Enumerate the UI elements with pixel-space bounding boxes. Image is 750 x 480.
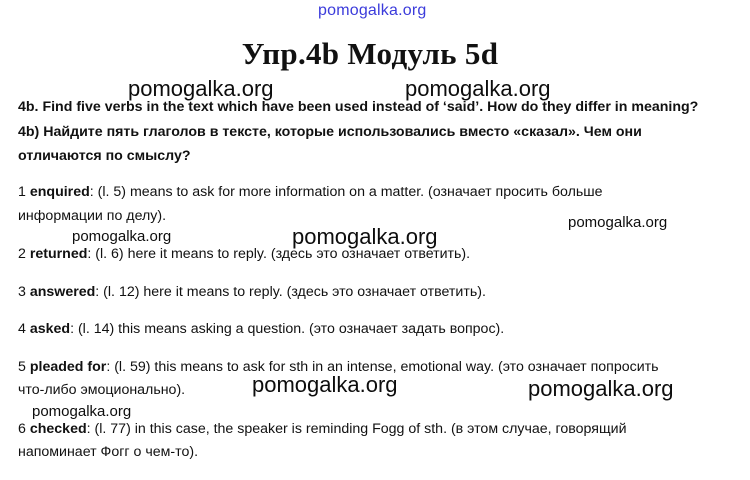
watermark-top: pomogalka.org [318, 2, 427, 19]
answer-text: : (l. 5) means to ask for more information on a matter. (означает просить больше [89, 184, 603, 200]
task-en: 4b. Find five verbs in the text which have been used instead of ‘said’. How do they differ in meaning? [18, 99, 699, 115]
answer-number: 2 [18, 246, 26, 262]
answer-1-line2: информации по делу). [18, 208, 167, 224]
answer-2 [18, 246, 470, 262]
answer-verb: returned [29, 246, 88, 262]
watermark: pomogalka.org [128, 76, 274, 101]
answer-verb: pleaded for [29, 359, 107, 375]
answer-verb: asked [29, 321, 71, 337]
watermark: pomogalka.org [72, 228, 172, 245]
answer-5-line2: что-либо эмоционально). [18, 382, 186, 398]
watermark: pomogalka.org [32, 403, 132, 420]
task-ru-line1: 4b) Найдите пять глаголов в тексте, которые использовались вместо «сказал». Чем они [18, 124, 642, 140]
watermark: pomogalka.org [568, 214, 668, 231]
watermark: pomogalka.org [252, 372, 398, 397]
answer-verb: checked [29, 421, 87, 437]
answer-4 [18, 321, 504, 337]
watermark: pomogalka.org [405, 76, 551, 101]
page-title: Упр.4b Модуль 5d [241, 36, 499, 71]
answer-number: 1 [18, 184, 26, 200]
answer-text: : (l. 12) here it means to reply. (здесь это означает ответить). [95, 284, 486, 300]
answer-verb: enquired [29, 184, 90, 200]
answer-text: : (l. 6) here it means to reply. (здесь это означает ответить). [87, 246, 471, 262]
task-ru-line2: отличаются по смыслу? [18, 148, 191, 164]
answer-1-line1 [18, 184, 603, 200]
answer-text: : (l. 14) this means asking a question. (это означает задать вопрос). [70, 321, 505, 337]
answer-number: 6 [18, 421, 26, 437]
watermark: pomogalka.org [528, 376, 674, 401]
answer-3 [18, 284, 486, 300]
answer-number: 5 [18, 359, 26, 375]
answer-6-line1 [18, 421, 627, 437]
watermark: pomogalka.org [292, 224, 438, 249]
answer-text: : (l. 77) in this case, the speaker is reminding Fogg of sth. (в этом случае, говорящий [86, 421, 627, 437]
answer-verb: answered [29, 284, 96, 300]
answer-number: 3 [18, 284, 26, 300]
answer-6-line2: напоминает Фогг о чем-то). [18, 444, 199, 460]
answer-number: 4 [18, 321, 26, 337]
answer-text: : (l. 59) this means to ask for sth in an intense, emotional way. (это означает попросить [106, 359, 659, 375]
